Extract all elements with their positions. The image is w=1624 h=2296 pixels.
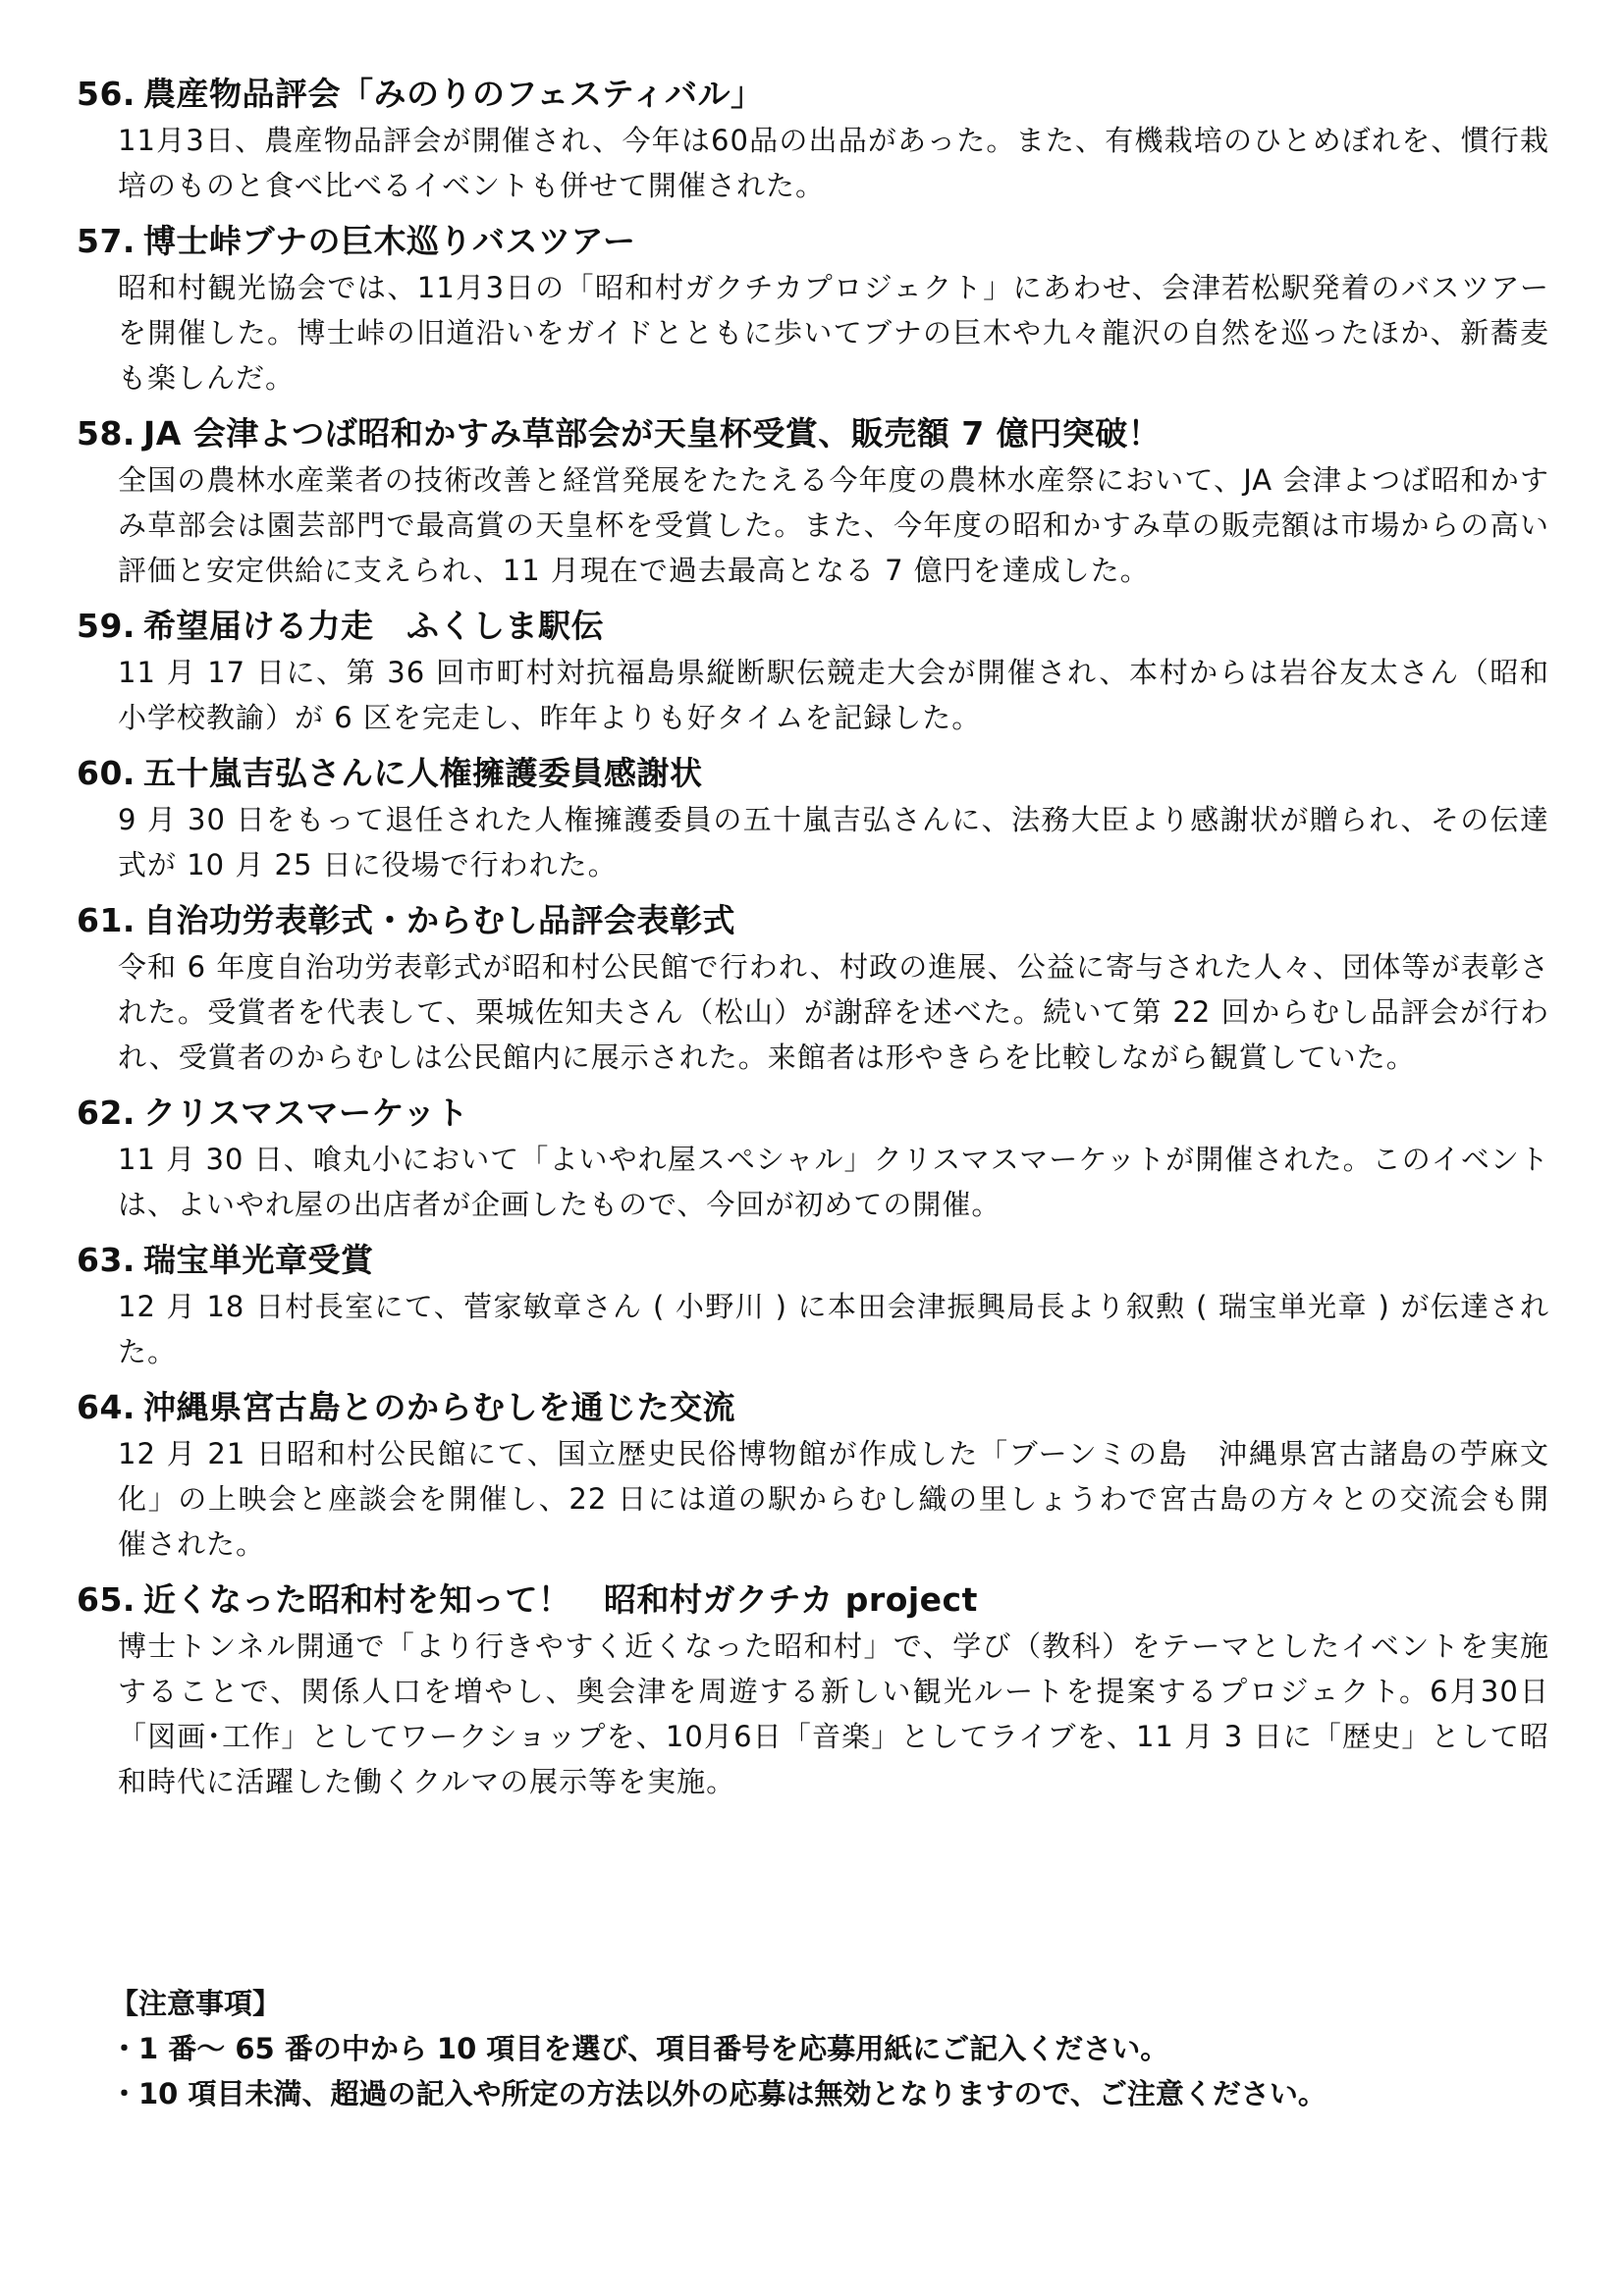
notes-section (110, 1981, 1504, 2116)
item-number: 56. (77, 75, 135, 113)
list-item-65 (77, 1576, 1549, 1804)
list-item-59 (77, 603, 1549, 740)
item-heading (77, 750, 1549, 797)
item-number: 62. (77, 1094, 135, 1132)
item-number: 59. (77, 607, 135, 645)
item-heading (77, 603, 1549, 650)
item-title: 農産物品評会「みのりのフェスティバル」 (142, 75, 764, 113)
item-heading (77, 1237, 1549, 1284)
list-item-57 (77, 218, 1549, 400)
item-body: 11月3日、農産物品評会が開催され、今年は60品の出品があった。また、有機栽培のひとめぼれを、慣行栽培のものと食べ比べるイベントも併せて開催された。 (118, 124, 1549, 202)
item-number: 63. (77, 1241, 135, 1279)
note-line-selection: ・1 番～ 65 番の中から 10 項目を選び、項目番号を応募用紙にご記入ください。 (110, 2032, 1169, 2065)
item-heading (77, 1090, 1549, 1137)
note-line-invalid: ・10 項目未満、超過の記入や所定の方法以外の応募は無効となりますので、ご注意ください。 (110, 2077, 1326, 2110)
item-heading (77, 897, 1549, 944)
list-item-64 (77, 1384, 1549, 1567)
item-heading (77, 410, 1549, 457)
item-body: 11 月 30 日、喰丸小において「よいやれ屋スペシャル」クリスマスマーケットが開催された。このイベントは、よいやれ屋の出店者が企画したもので、今回が初めての開催。 (118, 1143, 1549, 1221)
item-title: 五十嵐吉弘さんに人権擁護委員感謝状 (142, 754, 703, 792)
item-title: JA 会津よつば昭和かすみ草部会が天皇杯受賞、販売額 7 億円突破！ (142, 414, 1162, 453)
item-body: 12 月 21 日昭和村公民館にて、国立歴史民俗博物館が作成した「ブーンミの島 沖縄県宮古諸島の苧麻文化」の上映会と座談会を開催し、22 日には道の駅からむし織の里しょうわで宮古島の方々との交流会も開催された。 (118, 1437, 1549, 1561)
list-item-63 (77, 1237, 1549, 1374)
item-body: 令和 6 年度自治功労表彰式が昭和村公民館で行われ、村政の進展、公益に寄与された人々、団体等が表彰された。受賞者を代表して、栗城佐知夫さん（松山）が謝辞を述べた。続いて第 22 回からむし品評会が行われ、受賞者のからむしは公民館内に展示された。来館者は形やきらを比較しながら観賞していた。 (118, 950, 1549, 1074)
notes-title: 【注意事項】 (110, 1987, 282, 2020)
list-item-62 (77, 1090, 1549, 1227)
item-heading (77, 1576, 1549, 1624)
item-body: 全国の農林水産業者の技術改善と経営発展をたたえる今年度の農林水産祭において、JA 会津よつば昭和かすみ草部会は園芸部門で最高賞の天皇杯を受賞した。また、今年度の昭和かすみ草の販売額は市場からの高い評価と安定供給に支えられ、11 月現在で過去最高となる 7 億円を達成した。 (118, 463, 1549, 587)
item-number: 57. (77, 222, 135, 260)
item-title: 自治功労表彰式・からむし品評会表彰式 (142, 901, 735, 939)
item-number: 58. (77, 414, 135, 453)
item-heading (77, 1384, 1549, 1431)
list-item-58 (77, 410, 1549, 593)
item-number: 64. (77, 1388, 135, 1426)
item-number: 65. (77, 1580, 135, 1619)
item-title: 希望届ける力走 ふくしま駅伝 (142, 607, 604, 645)
item-body: 11 月 17 日に、第 36 回市町村対抗福島県縦断駅伝競走大会が開催され、本村からは岩谷友太さん（昭和小学校教諭）が 6 区を完走し、昨年よりも好タイムを記録した。 (118, 656, 1549, 734)
list-item-56 (77, 71, 1549, 208)
item-title: 近くなった昭和村を知って！ 昭和村ガクチカ project (142, 1580, 978, 1619)
list-item-61 (77, 897, 1549, 1080)
item-body: 博士トンネル開通で「より行きやすく近くなった昭和村」で、学び（教科）をテーマとしたイベントを実施することで、関係人口を増やし、奥会津を周遊する新しい観光ルートを提案するプロジェクト。6月30日「図画･工作」としてワークショップを、10月6日「音楽」としてライブを、11 月 3 日に「歴史」として昭和時代に活躍した働くクルマの展示等を実施。 (118, 1629, 1549, 1798)
item-title: 沖縄県宮古島とのからむしを通じた交流 (142, 1388, 735, 1426)
item-title: 瑞宝単光章受賞 (142, 1241, 374, 1279)
item-title: クリスマスマーケット (142, 1094, 469, 1132)
item-body: 昭和村観光協会では、11月3日の「昭和村ガクチカプロジェクト」にあわせ、会津若松駅発着のバスツアーを開催した。博士峠の旧道沿いをガイドとともに歩いてブナの巨木や九々龍沢の自然を巡ったほか、新蕎麦も楽しんだ。 (118, 271, 1549, 395)
item-number: 61. (77, 901, 135, 939)
list-item-60 (77, 750, 1549, 887)
item-body: 12 月 18 日村長室にて、菅家敏章さん ( 小野川 ) に本田会津振興局長より叙勲 ( 瑞宝単光章 ) が伝達された。 (118, 1290, 1549, 1368)
item-list (77, 71, 1549, 1814)
item-heading (77, 218, 1549, 265)
item-title: 博士峠ブナの巨木巡りバスツアー (142, 222, 636, 260)
item-number: 60. (77, 754, 135, 792)
item-heading (77, 71, 1549, 118)
item-body: 9 月 30 日をもって退任された人権擁護委員の五十嵐吉弘さんに、法務大臣より感謝状が贈られ、その伝達式が 10 月 25 日に役場で行われた。 (118, 803, 1549, 881)
